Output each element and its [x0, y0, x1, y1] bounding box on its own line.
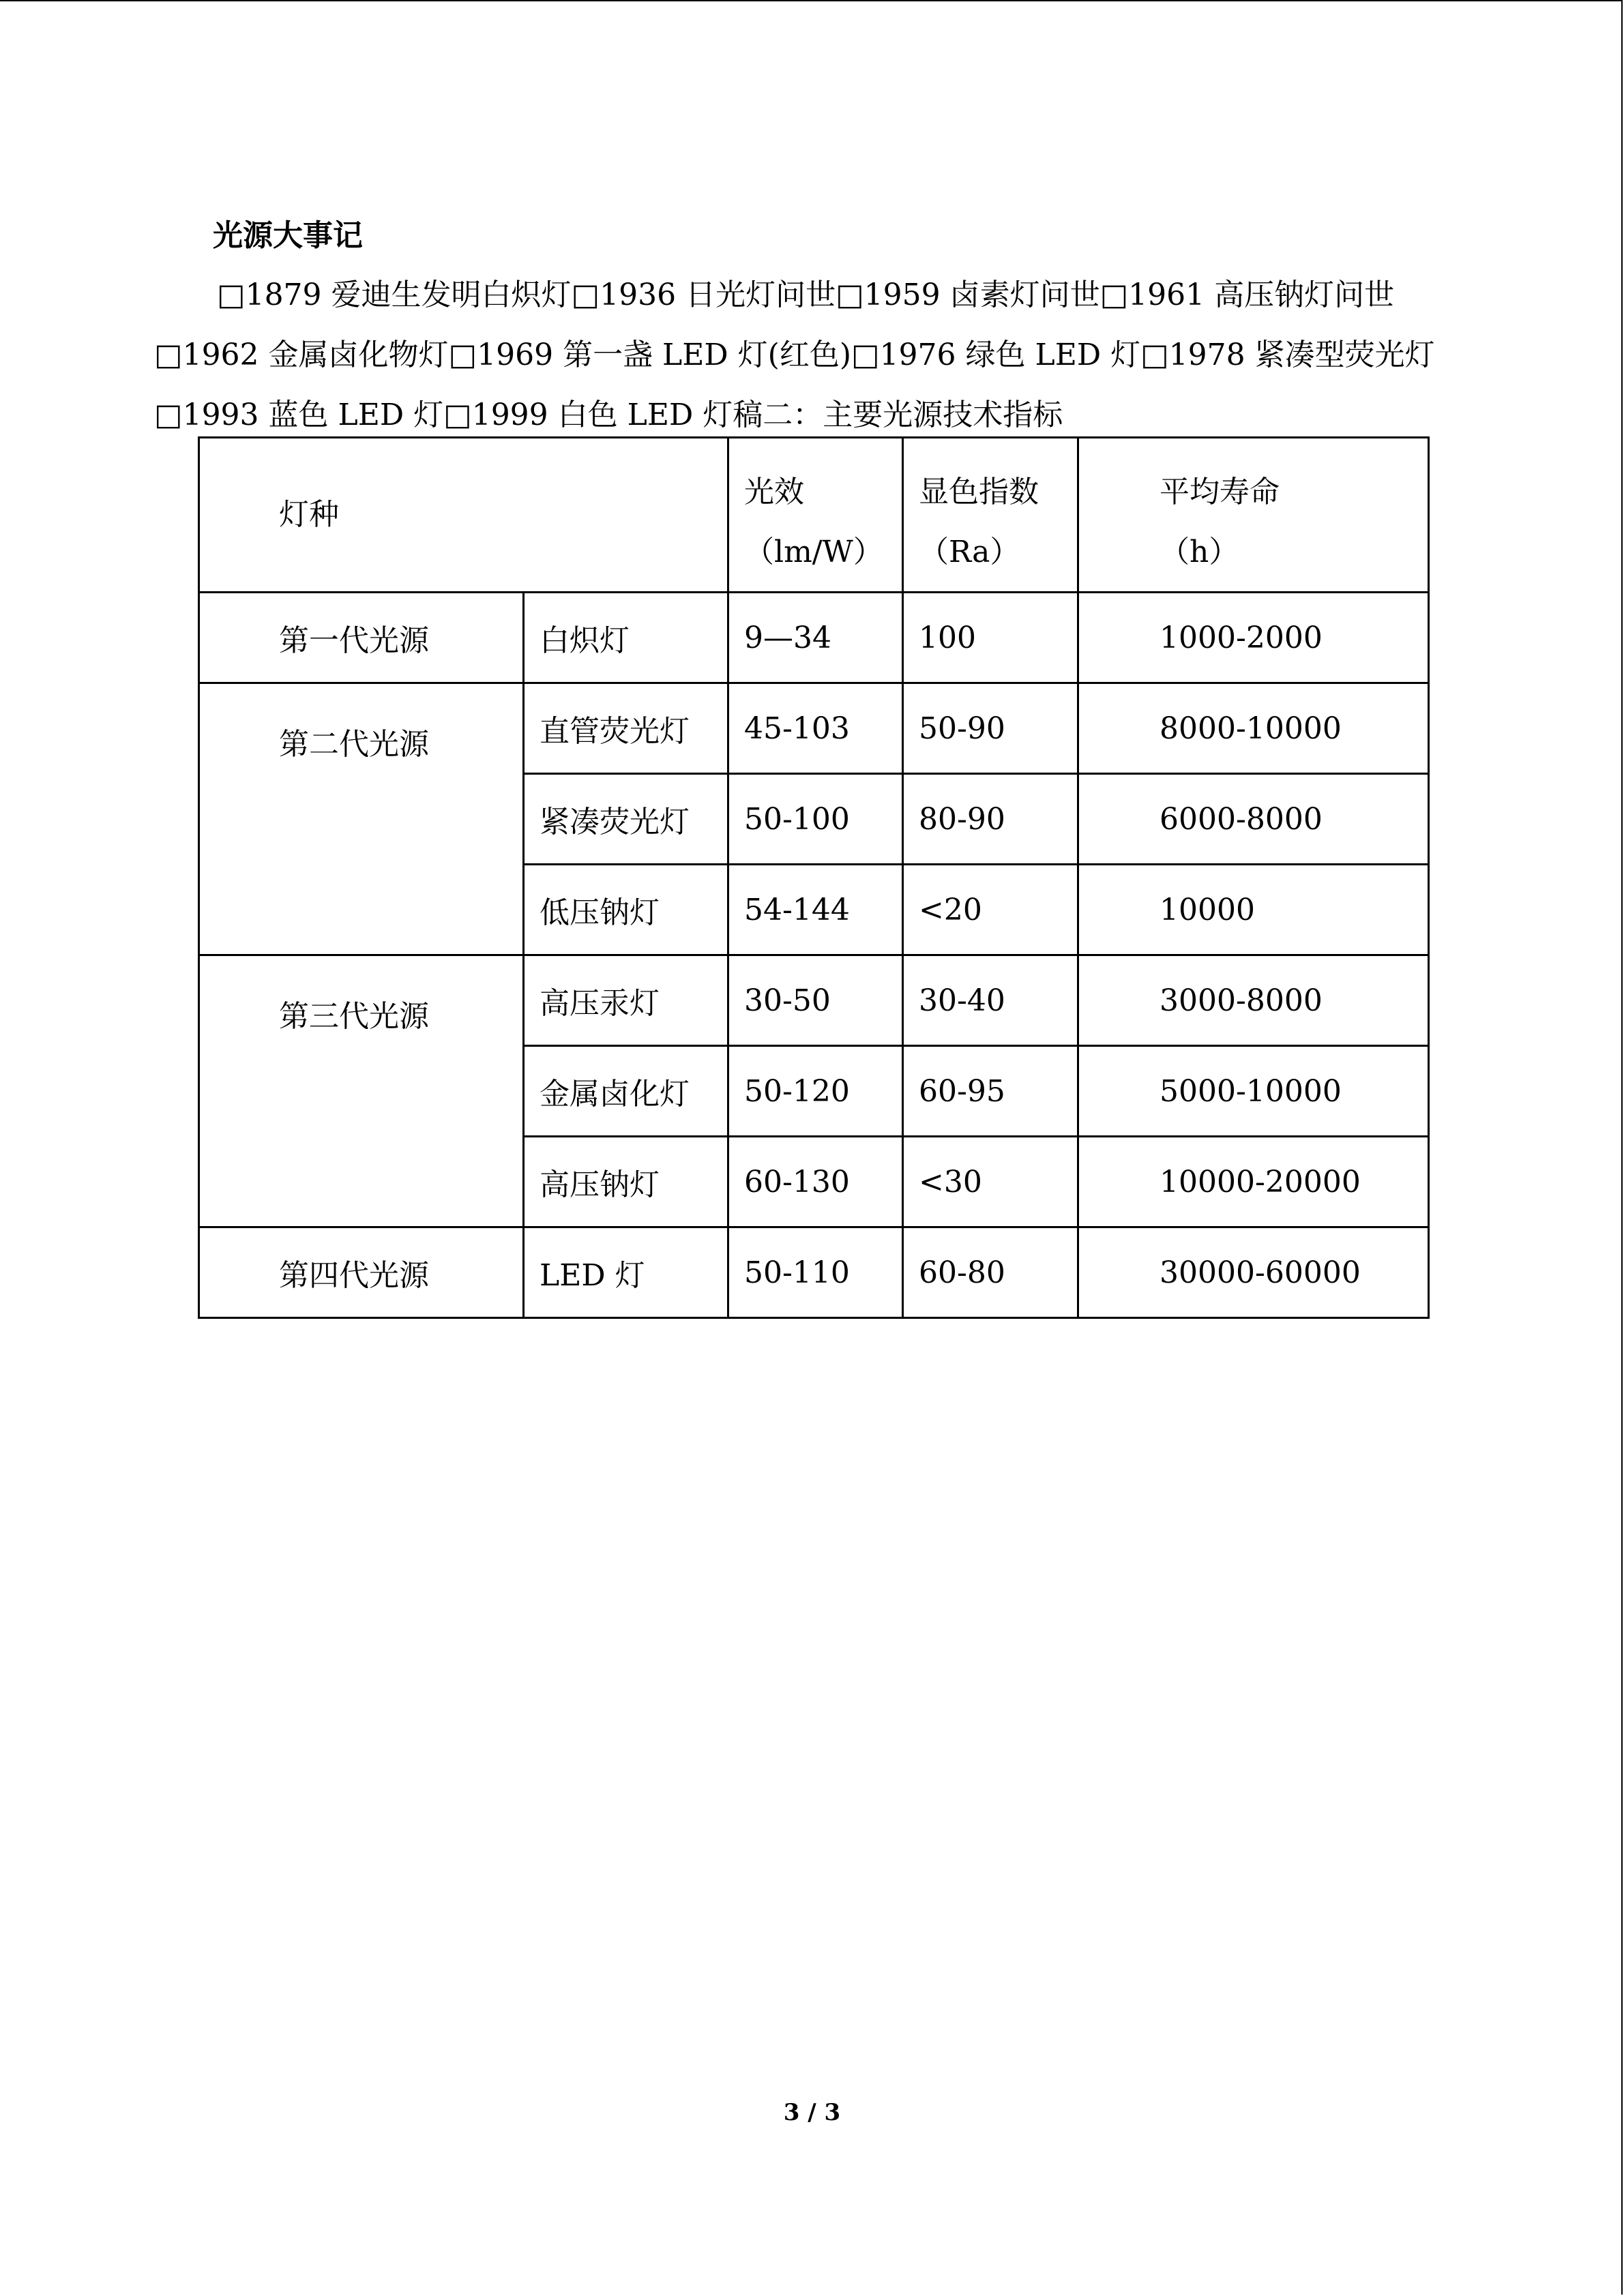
lamp-cell: 金属卤化灯 — [524, 1046, 728, 1137]
lamp-cell: 白炽灯 — [524, 593, 728, 683]
cri-cell: 50-90 — [903, 683, 1078, 774]
cri-cell: 60-80 — [903, 1227, 1078, 1318]
timeline-line-1: □1879 爱迪生发明白炽灯□1936 日光灯问世□1959 卤素灯问世□1961 高压钠灯问世 — [217, 278, 1395, 312]
cri-cell: <30 — [903, 1137, 1078, 1227]
cri-cell: 60-95 — [903, 1046, 1078, 1137]
generation-cell: 第一代光源 — [199, 593, 524, 683]
efficacy-cell: 50-100 — [728, 774, 903, 865]
life-cell: 30000-60000 — [1078, 1227, 1429, 1318]
cri-cell: <20 — [903, 865, 1078, 955]
cri-cell: 30-40 — [903, 955, 1078, 1046]
header-lamp-type: 灯种 — [199, 438, 728, 593]
lamp-cell: 高压钠灯 — [524, 1137, 728, 1227]
efficacy-cell: 50-120 — [728, 1046, 903, 1137]
lamp-cell: 直管荧光灯 — [524, 683, 728, 774]
life-cell: 5000-10000 — [1078, 1046, 1429, 1137]
generation-cell: 第三代光源 — [199, 955, 524, 1227]
life-cell: 3000-8000 — [1078, 955, 1429, 1046]
lamp-cell: 低压钠灯 — [524, 865, 728, 955]
life-cell: 1000-2000 — [1078, 593, 1429, 683]
lamp-cell: 紧凑荧光灯 — [524, 774, 728, 865]
generation-cell: 第四代光源 — [199, 1227, 524, 1318]
efficacy-cell: 50-110 — [728, 1227, 903, 1318]
header-life: 平均寿命 （h） — [1078, 438, 1429, 593]
table-row — [199, 955, 1429, 1046]
table-header-row — [199, 438, 1429, 593]
lamp-cell: LED 灯 — [524, 1227, 728, 1318]
lamp-cell: 高压汞灯 — [524, 955, 728, 1046]
generation-cell: 第二代光源 — [199, 683, 524, 955]
header-efficacy: 光效 （lm/W） — [728, 438, 903, 593]
life-cell: 10000-20000 — [1078, 1137, 1429, 1227]
efficacy-cell: 9—34 — [728, 593, 903, 683]
efficacy-cell: 54-144 — [728, 865, 903, 955]
efficacy-cell: 60-130 — [728, 1137, 903, 1227]
life-cell: 10000 — [1078, 865, 1429, 955]
table-row — [199, 1227, 1429, 1318]
life-cell: 6000-8000 — [1078, 774, 1429, 865]
efficacy-cell: 45-103 — [728, 683, 903, 774]
section-heading: 光源大事记 — [213, 218, 363, 253]
header-cri: 显色指数 （Ra） — [903, 438, 1078, 593]
light-source-spec-table — [198, 436, 1430, 1319]
page-number: 3 / 3 — [783, 2099, 841, 2126]
efficacy-cell: 30-50 — [728, 955, 903, 1046]
timeline-line-2: □1962 金属卤化物灯□1969 第一盏 LED 灯(红色)□1976 绿色 LED 灯□1978 紧凑型荧光灯 — [154, 338, 1435, 372]
cri-cell: 80-90 — [903, 774, 1078, 865]
life-cell: 8000-10000 — [1078, 683, 1429, 774]
table-row — [199, 593, 1429, 683]
table-row — [199, 683, 1429, 774]
cri-cell: 100 — [903, 593, 1078, 683]
timeline-line-3: □1993 蓝色 LED 灯□1999 白色 LED 灯稿二：主要光源技术指标 — [154, 398, 1063, 432]
